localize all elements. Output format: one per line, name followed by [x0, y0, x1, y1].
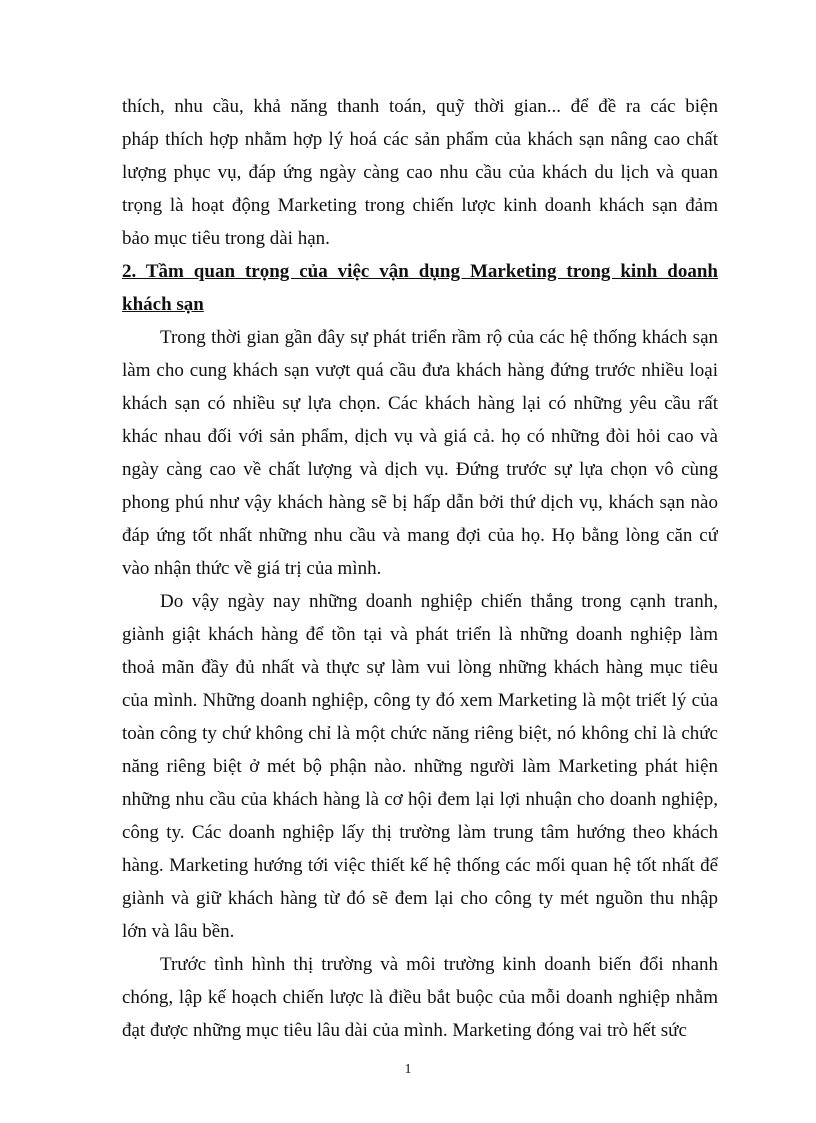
text-line: Trong thời gian gần đây sự phát triển rầm rộ của các hệ thống khách sạn [160, 327, 718, 348]
section-heading-line: 2. Tầm quan trọng của việc vận dụng Marketing trong kinh doanh [122, 261, 718, 282]
text-line: Do vậy ngày nay những doanh nghiệp chiến thắng trong cạnh tranh, [160, 591, 718, 612]
text-line: đạt được những mục tiêu lâu dài của mình. Marketing đóng vai trò hết sức [122, 1020, 687, 1041]
page-body [122, 90, 718, 1047]
text-line: làm cho cung khách sạn vượt quá cầu đưa khách hàng đứng trước nhiều loại [122, 360, 718, 381]
text-line: lớn và lâu bền. [122, 921, 235, 942]
text-line: thích, nhu cầu, khả năng thanh toán, quỹ thời gian... để đề ra các biện [122, 96, 718, 117]
paragraph-1 [122, 90, 718, 255]
text-line: hàng. Marketing hướng tới việc thiết kế hệ thống các mối quan hệ tốt nhất để [122, 855, 718, 876]
text-line: trọng là hoạt động Marketing trong chiến lược kinh doanh khách sạn đảm [122, 195, 718, 216]
text-line: những nhu cầu của khách hàng là cơ hội đem lại lợi nhuận cho doanh nghiệp, [122, 789, 718, 810]
text-line: toàn công ty chứ không chỉ là một chức năng riêng biệt, nó không chỉ là chức [122, 723, 718, 744]
section-heading [122, 255, 718, 321]
text-line: bảo mục tiêu trong dài hạn. [122, 228, 330, 249]
text-line: thoả mãn đầy đủ nhất và thực sự làm vui lòng những khách hàng mục tiêu [122, 657, 718, 678]
text-line: năng riêng biệt ở mét bộ phận nào. những người làm Marketing phát hiện [122, 756, 718, 777]
text-line: pháp thích hợp nhằm hợp lý hoá các sản phẩm của khách sạn nâng cao chất [122, 129, 718, 150]
paragraph-2 [122, 321, 718, 585]
page-number: 1 [404, 1062, 412, 1077]
text-line: khách sạn có nhiều sự lựa chọn. Các khách hàng lại có những yêu cầu rất [122, 393, 718, 414]
text-line: khác nhau đối với sản phẩm, dịch vụ và giá cả. họ có những đòi hỏi cao và [122, 426, 718, 447]
paragraph-3 [122, 585, 718, 948]
paragraph-4 [122, 948, 718, 1047]
text-line: công ty. Các doanh nghiệp lấy thị trường làm trung tâm hướng theo khách [122, 822, 718, 843]
text-line: của mình. Những doanh nghiệp, công ty đó xem Marketing là một triết lý của [122, 690, 718, 711]
text-line: giành và giữ khách hàng từ đó sẽ đem lại cho công ty mét nguồn thu nhập [122, 888, 718, 909]
text-line: phong phú như vậy khách hàng sẽ bị hấp dẫn bởi thứ dịch vụ, khách sạn nào [122, 492, 718, 513]
text-line: đáp ứng tốt nhất những nhu cầu và mang đợi của họ. Họ bằng lòng căn cứ [122, 525, 718, 546]
text-line: chóng, lập kế hoạch chiến lược là điều bắt buộc của mỗi doanh nghiệp nhằm [122, 987, 718, 1008]
text-line: lượng phục vụ, đáp ứng ngày càng cao nhu cầu của khách du lịch và quan [122, 162, 718, 183]
section-heading-line: khách sạn [122, 294, 204, 315]
text-line: ngày càng cao về chất lượng và dịch vụ. Đứng trước sự lựa chọn vô cùng [122, 459, 718, 480]
text-line: Trước tình hình thị trường và môi trường kinh doanh biến đổi nhanh [160, 954, 718, 975]
text-line: giành giật khách hàng để tồn tại và phát triển là những doanh nghiệp làm [122, 624, 718, 645]
text-line: vào nhận thức về giá trị của mình. [122, 558, 382, 579]
